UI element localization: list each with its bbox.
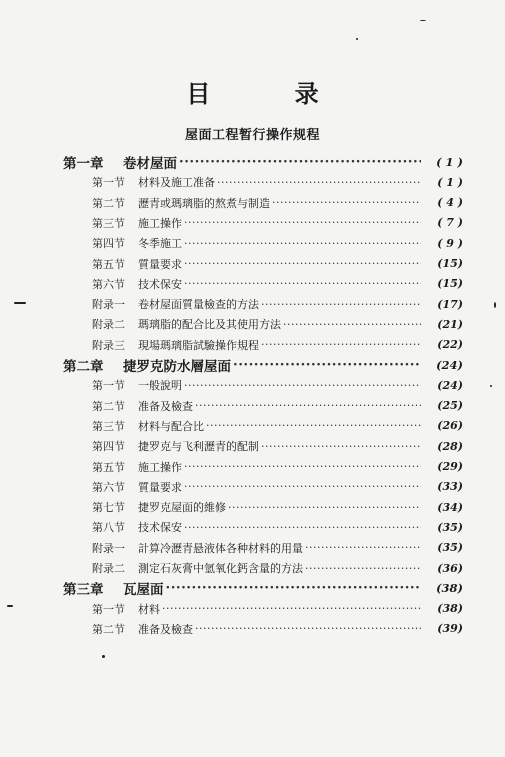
toc-leader-dots — [184, 237, 421, 250]
toc-page-number: ( 9 ) — [437, 236, 463, 250]
toc-entry-number: 第四节 — [92, 237, 125, 251]
scan-mark — [420, 20, 426, 21]
toc-entry-title: 施工操作 — [138, 216, 182, 230]
toc-entry-title: 材料与配合比 — [138, 419, 204, 433]
toc-page-number: (15) — [437, 257, 463, 270]
toc-leader-dots — [233, 357, 421, 373]
toc-entry-number: 第六节 — [92, 277, 125, 291]
toc-entry-number: 第一节 — [92, 379, 125, 393]
toc-leader-dots — [195, 622, 421, 635]
toc-leader-dots — [217, 176, 421, 189]
toc-entry-number: 第二节 — [92, 196, 125, 210]
toc-entry-number: 第七节 — [92, 501, 125, 515]
toc-section-row — [92, 497, 463, 517]
toc-entry-title: 技术保安 — [138, 277, 182, 291]
toc-page-number: (15) — [437, 277, 463, 291]
toc-page-number: (36) — [437, 561, 463, 575]
toc-leader-dots — [305, 541, 421, 554]
toc-page-number: ( 1 ) — [437, 175, 463, 189]
toc-entry-number: 附录三 — [92, 338, 125, 352]
toc-entry-title: 冬季施工 — [138, 237, 182, 251]
toc-entry-number: 第二节 — [92, 399, 125, 413]
toc-entry-number: 第四节 — [92, 440, 125, 454]
toc-page-number: ( 1 ) — [436, 155, 463, 169]
toc-page-number: (34) — [437, 500, 463, 514]
toc-page-number: (26) — [437, 419, 463, 433]
toc-section-row — [92, 517, 463, 537]
toc-leader-dots — [283, 318, 421, 331]
toc-entry-number: 附录一 — [92, 298, 125, 312]
scan-mark — [494, 302, 496, 308]
toc-entry-title: 准备及檢查 — [138, 399, 193, 413]
toc-entry-title: 計算冷瀝青悬液体各种材料的用量 — [138, 541, 303, 555]
toc-entry-title: 瀝青或瑪璃脂的熬煮与制造 — [138, 196, 270, 210]
toc-entry-number: 第二章 — [63, 359, 104, 375]
toc-leader-dots — [184, 480, 421, 493]
toc-entry-number: 第一节 — [92, 602, 125, 616]
toc-leader-dots — [195, 399, 421, 412]
toc-page-number: (17) — [437, 297, 463, 311]
scan-mark — [356, 38, 358, 40]
toc-section-row — [92, 396, 463, 416]
toc-page-number: ( 7 ) — [437, 216, 463, 230]
toc-entry-title: 現場瑪璃脂試驗操作規程 — [138, 338, 259, 352]
toc-leader-dots — [184, 257, 421, 270]
toc-entry-number: 第三节 — [92, 419, 125, 433]
toc-leader-dots — [179, 154, 421, 170]
toc-page-number: (21) — [437, 317, 463, 331]
toc-page-number: (39) — [437, 622, 463, 636]
toc-entry-title: 卷材屋面 — [123, 156, 177, 172]
toc-page-number: (24) — [436, 358, 463, 372]
toc-page-number: (22) — [437, 338, 463, 352]
toc-entry-number: 第二节 — [92, 622, 125, 636]
toc-entry-title: 捷罗克与飞利瀝青的配制 — [138, 440, 259, 454]
toc-leader-dots — [305, 562, 421, 575]
toc-page-number: (33) — [437, 480, 463, 494]
toc-section-row — [92, 254, 463, 274]
toc-leader-dots — [184, 277, 421, 290]
toc-entry-number: 第三节 — [92, 216, 125, 230]
toc-entry-number: 第五节 — [92, 460, 125, 474]
toc-section-row — [92, 538, 463, 558]
toc-chapter-row — [63, 152, 463, 172]
toc-page-number: ( 4 ) — [437, 196, 463, 210]
toc-leader-dots — [184, 460, 421, 473]
toc-entry-title: 准备及檢查 — [138, 622, 193, 636]
toc-page-number: (24) — [437, 378, 463, 392]
toc-entry-title: 測定石灰膏中氫氧化鈣含量的方法 — [138, 562, 303, 575]
toc-section-row — [92, 335, 463, 355]
toc-entry-title: 材料及施工准备 — [138, 176, 215, 190]
toc-section-row — [92, 416, 463, 436]
toc-entry-number: 附录一 — [92, 541, 125, 555]
toc-section-row — [92, 477, 463, 497]
toc-section-row — [92, 172, 463, 192]
scan-mark — [14, 302, 26, 304]
toc-entry-title: 瓦屋面 — [123, 582, 164, 599]
toc-entry-number: 第八节 — [92, 521, 125, 535]
scan-mark — [490, 385, 492, 387]
toc-page-number: (29) — [437, 460, 463, 473]
book-subtitle: 屋面工程暂行操作规程 — [184, 128, 320, 143]
toc-entry-title: 捷罗克防水層屋面 — [123, 359, 231, 375]
toc-section-row — [92, 274, 463, 294]
toc-section-row — [92, 558, 463, 578]
toc-section-row — [92, 619, 463, 639]
toc-leader-dots — [206, 419, 421, 432]
scan-mark — [7, 605, 13, 607]
toc-entry-number: 附录二 — [92, 562, 125, 575]
toc-leader-dots — [261, 338, 421, 351]
toc-entry-number: 附录二 — [92, 318, 125, 332]
toc-entry-title: 卷材屋面質量檢查的方法 — [138, 298, 259, 312]
toc-leader-dots — [184, 216, 421, 229]
toc-page-number: (35) — [437, 541, 463, 555]
toc-entry-title: 捷罗克屋面的維修 — [138, 501, 226, 515]
toc-entry-title: 質量要求 — [138, 480, 182, 494]
toc-page-number: (28) — [437, 439, 463, 453]
toc-entry-number: 第一章 — [63, 156, 104, 172]
toc-entry-title: 材料 — [138, 602, 160, 616]
toc-section-row — [92, 193, 463, 213]
toc-section-row — [92, 436, 463, 456]
toc-page-number: (38) — [436, 581, 463, 596]
page-title: 目 录 — [186, 79, 357, 108]
toc-leader-dots — [166, 580, 422, 596]
toc-entry-title: 技术保安 — [138, 521, 182, 535]
toc-leader-dots — [261, 440, 421, 453]
toc-leader-dots — [272, 196, 421, 209]
toc-section-row — [92, 213, 463, 233]
toc-section-row — [92, 294, 463, 314]
toc-leader-dots — [228, 501, 421, 514]
toc-leader-dots — [184, 379, 421, 392]
toc-page-number: (35) — [437, 520, 463, 534]
toc-page-number: (38) — [437, 602, 463, 616]
toc-section-row — [92, 233, 463, 253]
toc-entry-title: 質量要求 — [138, 257, 182, 271]
toc-entry-number: 第六节 — [92, 480, 125, 494]
toc-chapter-row — [63, 578, 463, 598]
toc-section-row — [92, 314, 463, 334]
toc-leader-dots — [184, 521, 421, 534]
toc-entry-title: 一般說明 — [138, 379, 182, 393]
toc-section-row — [92, 599, 463, 619]
toc-page-number: (25) — [437, 399, 463, 413]
toc-entry-number: 第三章 — [63, 582, 104, 599]
toc-entry-number: 第一节 — [92, 176, 125, 190]
scan-mark — [102, 655, 105, 658]
toc-leader-dots — [162, 602, 421, 615]
toc-entry-number: 第五节 — [92, 257, 125, 271]
toc-chapter-row — [63, 355, 463, 375]
toc-entry-title: 瑪璃脂的配合比及其使用方法 — [138, 318, 281, 332]
toc-leader-dots — [261, 298, 421, 311]
toc-section-row — [92, 457, 463, 477]
toc-entry-title: 施工操作 — [138, 460, 182, 474]
toc-section-row — [92, 375, 463, 395]
